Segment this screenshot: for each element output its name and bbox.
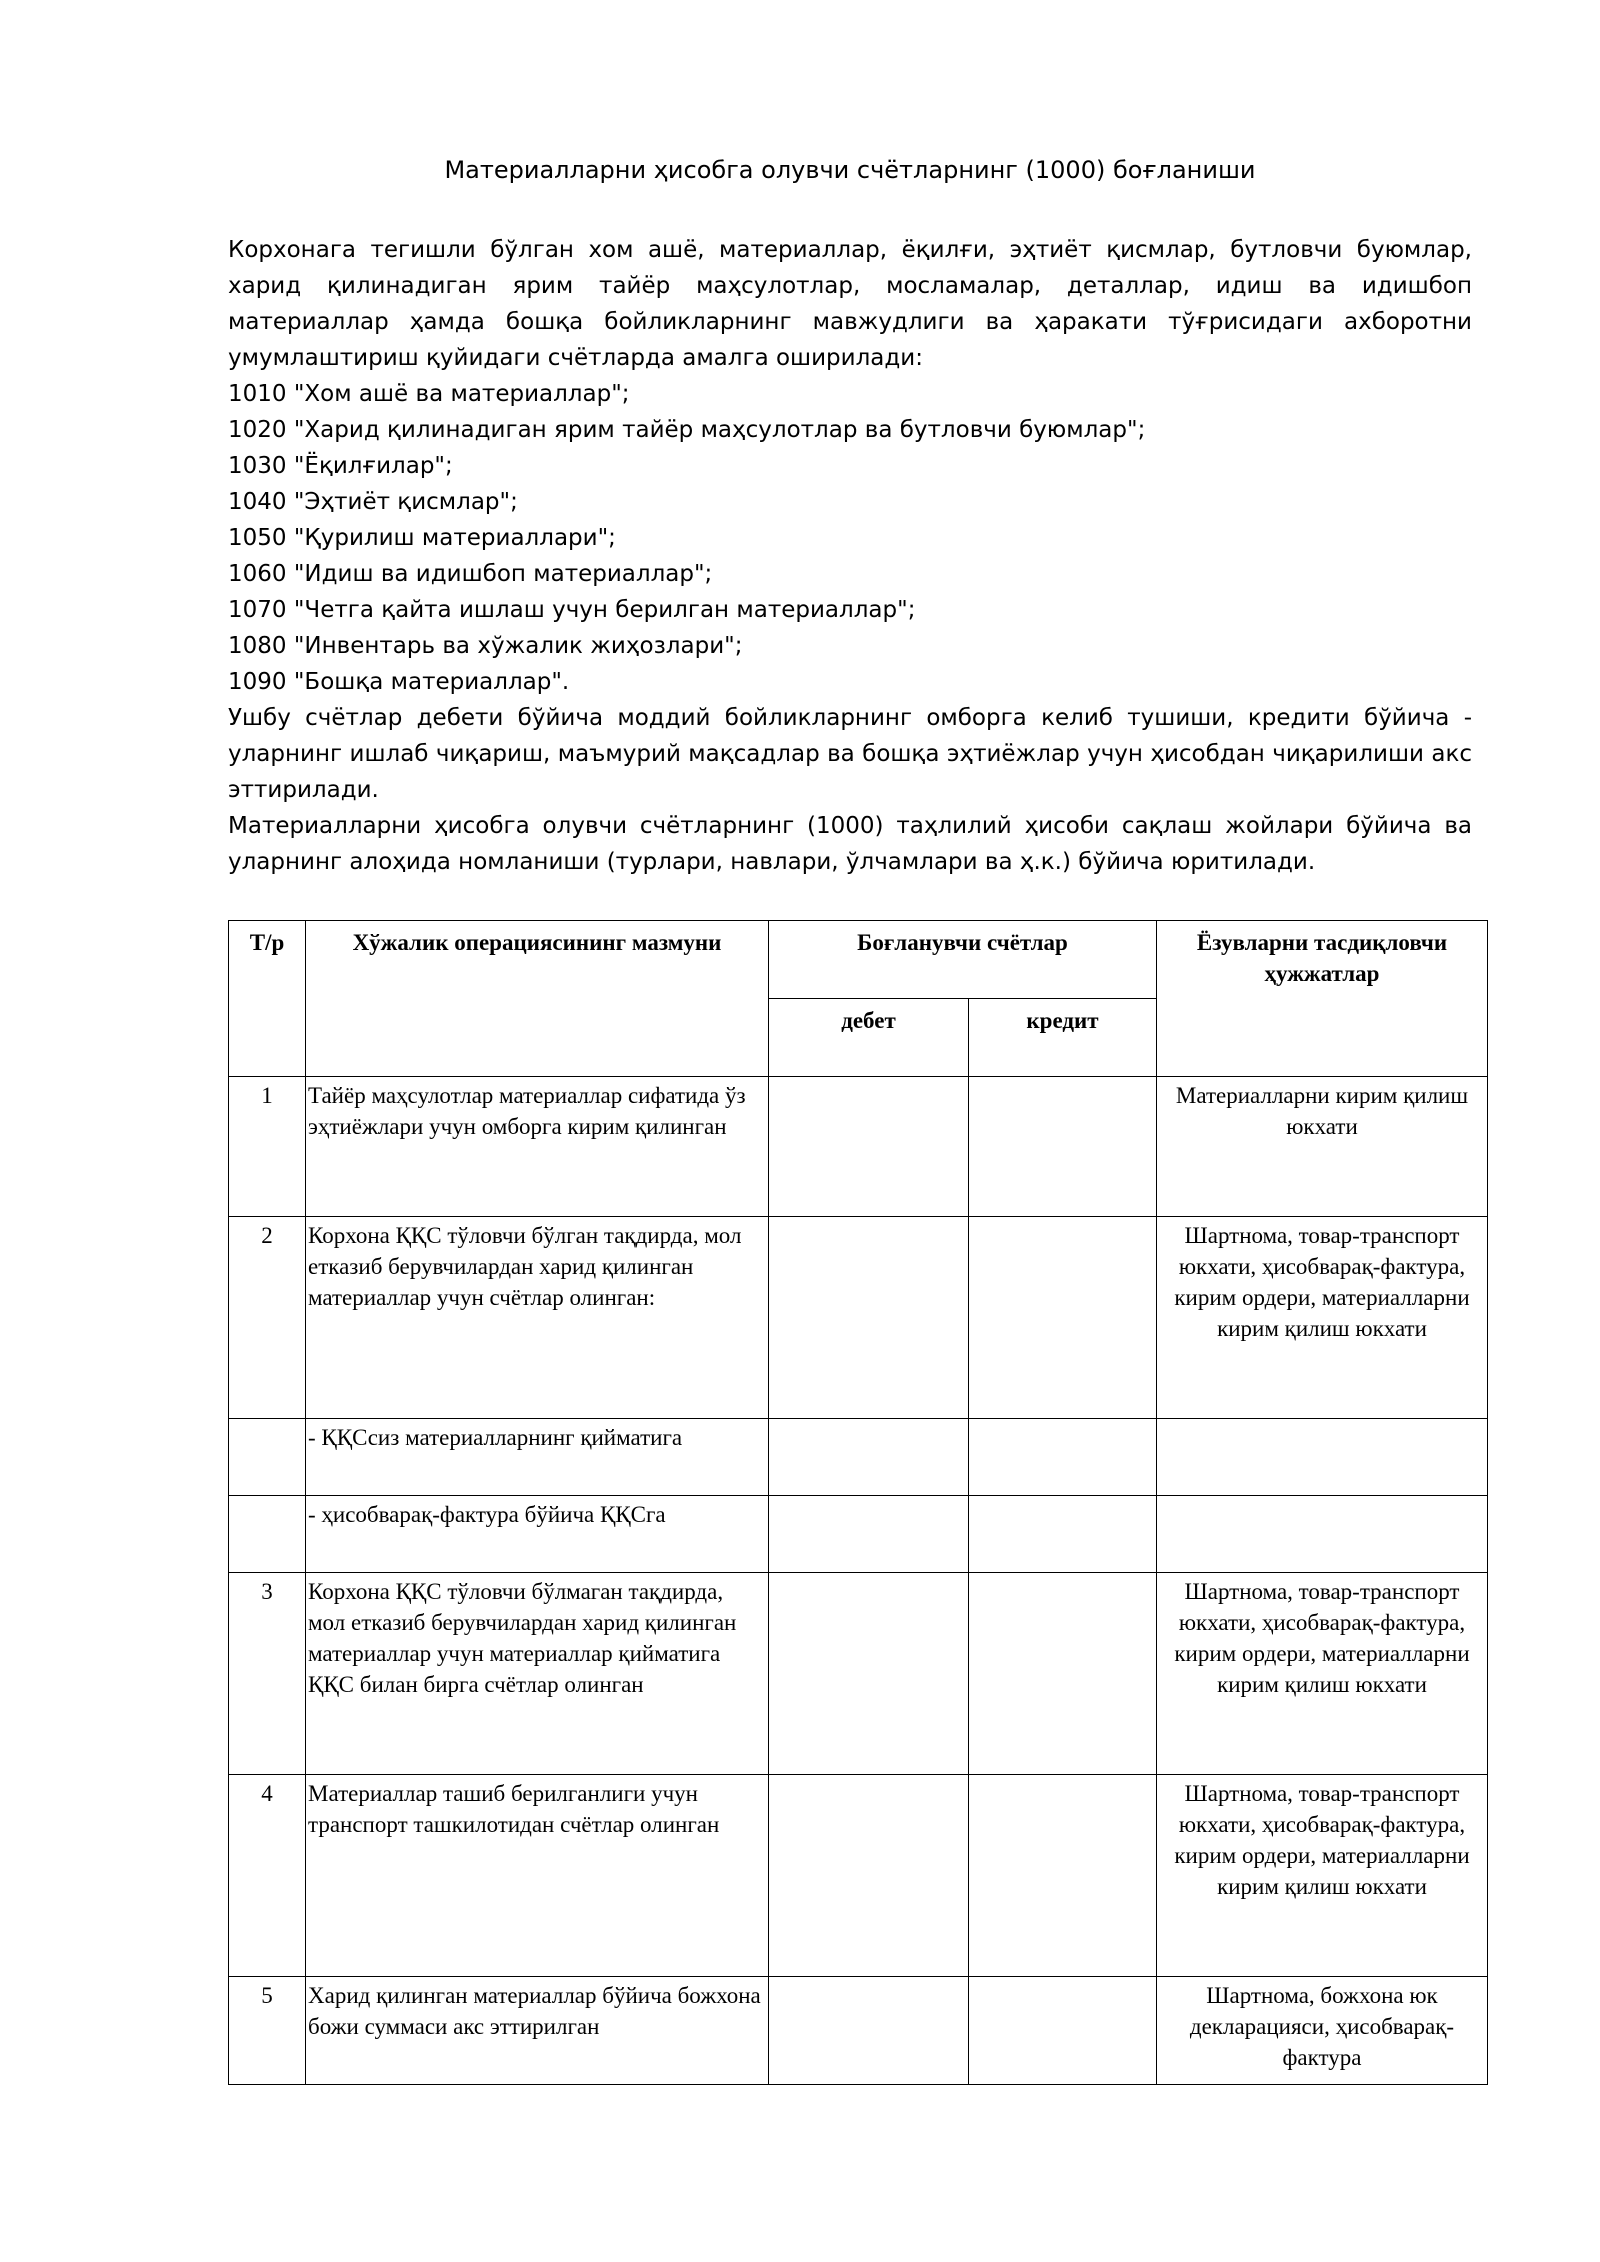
account-item: 1030 "Ёқилғилар"; (228, 453, 453, 479)
row-debit (769, 1573, 969, 1775)
table-row (229, 1775, 1488, 1977)
row-number: 5 (229, 1977, 306, 2085)
intro-paragraph: Корхонага тегишли бўлган хом ашё, материаллар, ёқилғи, эҳтиёт қисмлар, бутловчи буюмлар, харид қилинадиган ярим тайёр маҳсулотлар, мосламалар, деталлар, идиш ва идишбоп материаллар ҳамда бошқа бойликларнинг мавжудлиги ва ҳаракати тўғрисидаги ахборотни умумлаштириш қуйидаги счётларда амалга оширилади: (228, 237, 1472, 371)
row-description: Тайёр маҳсулотлар материаллар сифатида ўз эҳтиёжлари учун омборга кирим қилинган (306, 1077, 769, 1217)
row-credit (969, 1775, 1157, 1977)
row-credit (969, 1077, 1157, 1217)
document-body (228, 232, 1472, 880)
row-description: Материаллар ташиб берилганлиги учун транспорт ташкилотидан счётлар олинган (306, 1775, 769, 1977)
account-item: 1070 "Четга қайта ишлаш учун берилган материаллар"; (228, 597, 916, 623)
row-number (229, 1419, 306, 1496)
row-credit (969, 1573, 1157, 1775)
row-description: - ҚҚСсиз материалларнинг қийматига (306, 1419, 769, 1496)
row-description: - ҳисобварақ-фактура бўйича ҚҚСга (306, 1496, 769, 1573)
row-credit (969, 1217, 1157, 1419)
account-item: 1040 "Эҳтиёт қисмлар"; (228, 489, 518, 515)
row-documents: Шартнома, божхона юк декларацияси, ҳисобварақ-фактура (1157, 1977, 1488, 2085)
row-debit (769, 1977, 969, 2085)
row-documents: Шартнома, товар-транспорт юкхати, ҳисобварақ-фактура, кирим ордери, материалларни кирим қилиш юкхати (1157, 1573, 1488, 1775)
row-debit (769, 1775, 969, 1977)
row-description: Корхона ҚҚС тўловчи бўлмаган тақдирда, мол етказиб берувчилардан харид қилинган материаллар учун материаллар қийматига ҚҚС билан бирга счётлар олинган (306, 1573, 769, 1775)
analytical-accounting-paragraph: Материалларни ҳисобга олувчи счётларнинг (1000) таҳлилий ҳисоби сақлаш жойлари бўйича ва уларнинг алоҳида номланиши (турлари, навлари, ўлчамлари ва ҳ.к.) бўйича юритилади. (228, 813, 1472, 875)
header-number: Т/р (229, 921, 306, 1077)
header-corresponding-accounts: Боғланувчи счётлар (769, 921, 1157, 999)
account-item: 1020 "Харид қилинадиган ярим тайёр маҳсулотлар ва бутловчи буюмлар"; (228, 417, 1146, 443)
table-row (229, 1077, 1488, 1217)
header-debit: дебет (769, 999, 969, 1077)
header-credit: кредит (969, 999, 1157, 1077)
table-row (229, 1496, 1488, 1573)
table-row (229, 1573, 1488, 1775)
row-debit (769, 1217, 969, 1419)
row-number: 2 (229, 1217, 306, 1419)
account-item: 1080 "Инвентарь ва хўжалик жиҳозлари"; (228, 633, 743, 659)
row-debit (769, 1077, 969, 1217)
row-number: 1 (229, 1077, 306, 1217)
table-row (229, 1977, 1488, 2085)
account-item: 1060 "Идиш ва идишбоп материаллар"; (228, 561, 713, 587)
row-number: 4 (229, 1775, 306, 1977)
document-title: Материалларни ҳисобга олувчи счётларнинг (1000) боғланиши (444, 156, 1256, 184)
row-debit (769, 1419, 969, 1496)
row-description: Харид қилинган материаллар бўйича божхона божи суммаси акс эттирилган (306, 1977, 769, 2085)
row-documents: Материалларни кирим қилиш юкхати (1157, 1077, 1488, 1217)
table-row (229, 1419, 1488, 1496)
row-debit (769, 1496, 969, 1573)
row-documents: Шартнома, товар-транспорт юкхати, ҳисобварақ-фактура, кирим ордери, материалларни кирим қилиш юкхати (1157, 1775, 1488, 1977)
row-documents (1157, 1419, 1488, 1496)
operations-table (228, 920, 1488, 2085)
header-operation-content: Хўжалик операциясининг мазмуни (306, 921, 769, 1077)
row-credit (969, 1977, 1157, 2085)
row-documents (1157, 1496, 1488, 1573)
header-supporting-documents: Ёзувларни тасдиқловчи ҳужжатлар (1157, 921, 1488, 1077)
row-credit (969, 1419, 1157, 1496)
row-documents: Шартнома, товар-транспорт юкхати, ҳисобварақ-фактура, кирим ордери, материалларни кирим қилиш юкхати (1157, 1217, 1488, 1419)
row-credit (969, 1496, 1157, 1573)
row-description: Корхона ҚҚС тўловчи бўлган тақдирда, мол етказиб берувчилардан харид қилинган материаллар учун счётлар олинган: (306, 1217, 769, 1419)
account-item: 1050 "Қурилиш материаллари"; (228, 525, 616, 551)
account-item: 1090 "Бошқа материаллар". (228, 669, 570, 695)
debit-credit-paragraph: Ушбу счётлар дебети бўйича моддий бойликларнинг омборга келиб тушиши, кредити бўйича - уларнинг ишлаб чиқариш, маъмурий мақсадлар ва бошқа эҳтиёжлар учун ҳисобдан чиқарилиши акс эттирилади. (228, 705, 1472, 803)
row-number (229, 1496, 306, 1573)
table-row (229, 1217, 1488, 1419)
row-number: 3 (229, 1573, 306, 1775)
account-item: 1010 "Хом ашё ва материаллар"; (228, 381, 630, 407)
